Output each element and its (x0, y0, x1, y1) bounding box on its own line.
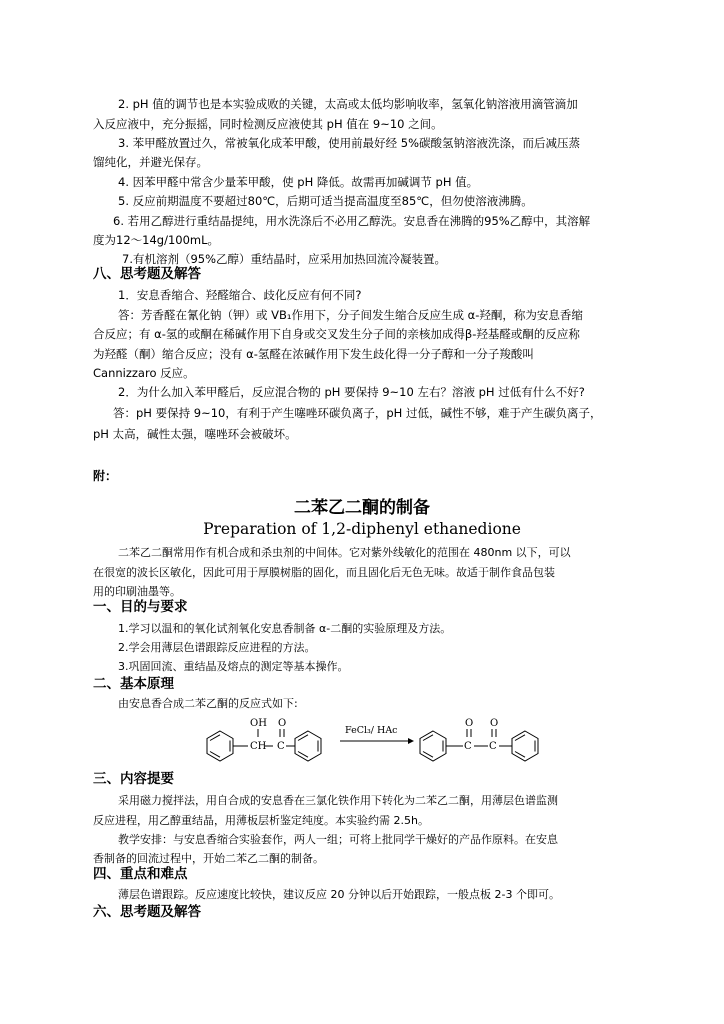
note-6-line-1: 6. 若用乙醇进行重结晶提纯，用水洗涤后不必用乙醇洗。安息香在沸腾的95%乙醇中，其溶解 (113, 214, 591, 228)
aim-item-1: 1.学习以温和的氧化试剂氧化安息香制备 α-二酮的实验原理及方法。 (118, 622, 452, 635)
o-label-3: O (490, 718, 499, 729)
key-points-text: 薄层色谱跟踪。反应速度比较快，建议反应 20 分钟以后开始跟踪，一般点板 2-3 个即可。 (118, 888, 560, 901)
section-6-heading: 六、思考题及解答 (93, 904, 201, 920)
aim-item-3: 3.巩固回流、重结晶及熔点的测定等基本操作。 (118, 660, 349, 673)
note-3-line-2: 馏纯化，并避光保存。 (93, 155, 208, 169)
ch-label: CH (250, 741, 267, 752)
question-1: 1．安息香缩合、羟醛缩合、歧化反应有何不同? (118, 288, 362, 302)
answer-1-line-1: 答：芳香醛在氰化钠（钾）或 VB₁作用下，分子间发生缩合反应生成 α-羟酮，称为安息香缩 (118, 308, 583, 322)
question-2: 2．为什么加入苯甲醛后，反应混合物的 pH 要保持 9~10 左右？溶液 pH 过低有什么不好? (118, 385, 585, 399)
note-2-line-1: 2. pH 值的调节也是本实验成败的关键，太高或太低均影响收率，氢氧化钠溶液用滴管滴加 (118, 97, 578, 111)
reaction-scheme (200, 716, 560, 766)
section-4-heading: 四、重点和难点 (93, 866, 188, 882)
c-label-3: C (489, 741, 497, 752)
reagent-label: FeCl₃/ HAc (345, 725, 398, 736)
summary-line-4: 香制备的回流过程中，开始二苯乙二酮的制备。 (93, 852, 324, 865)
intro-line-3: 用的印刷油墨等。 (93, 585, 181, 598)
benzene-ring-left (207, 731, 233, 761)
note-4: 4. 因苯甲醛中常含少量苯甲酸，使 pH 降低。故需再加碱调节 pH 值。 (118, 175, 479, 189)
summary-line-1: 采用磁力搅拌法，用自合成的安息香在三氯化铁作用下转化为二苯乙二酮，用薄层色谱监测 (118, 794, 558, 807)
answer-2-line-2: pH 太高，碱性太强，噻唑环会被破坏。 (93, 427, 297, 441)
o-label-2: O (465, 718, 474, 729)
o-label-1: O (278, 718, 287, 729)
appendix-label: 附： (93, 469, 118, 483)
answer-2-line-1: 答：pH 要保持 9~10，有利于产生噻唑环碳负离子，pH 过低，碱性不够，难于产生碳负离子， (113, 406, 602, 420)
summary-line-3: 教学安排：与安息香缩合实验套作，两人一组；可将上批同学干燥好的产品作原料。在安息 (118, 833, 558, 846)
section-3-heading: 三、内容提要 (93, 771, 174, 787)
aim-item-2: 2.学会用薄层色谱跟踪反应进程的方法。 (118, 641, 316, 654)
note-5: 5. 反应前期温度不要超过80℃，后期可适当提高温度至85℃，但勿使溶液沸腾。 (118, 194, 533, 208)
intro-line-1: 二苯乙二酮常用作有机合成和杀虫剂的中间体。它对紫外线敏化的范围在 480nm 以下，可以 (118, 546, 571, 559)
section-8-heading: 八、思考题及解答 (93, 266, 201, 282)
benzene-ring-middle (295, 731, 321, 761)
intro-line-2: 在很宽的波长区敏化，因此可用于厚膜树脂的固化，而且固化后无色无味。故适于制作食品包装 (93, 566, 555, 579)
principle-text: 由安息香合成二苯乙酮的反应式如下: (118, 697, 298, 710)
benzene-ring-product-right (512, 731, 538, 761)
note-7: 7.有机溶剂（95%乙醇）重结晶时，应采用加热回流冷凝装置。 (122, 252, 447, 266)
note-3-line-1: 3. 苯甲醛放置过久，常被氧化成苯甲酸，使用前最好经 5%碳酸氢钠溶液洗涤，而后减压蒸 (118, 136, 581, 150)
oh-label: OH (250, 718, 267, 729)
answer-1-line-2: 合反应；有 α-氢的或酮在稀碱作用下自身或交叉发生分子间的亲核加成得β-羟基醛或酮的反应称 (93, 327, 580, 341)
benzene-ring-product-left (420, 731, 446, 761)
answer-1-line-4: Cannizzaro 反应。 (93, 366, 195, 380)
answer-1-line-3: 为羟醛（酮）缩合反应；没有 α-氢醛在浓碱作用下发生歧化得一分子醇和一分子羧酸叫 (93, 347, 534, 361)
summary-line-2: 反应进程，用乙醇重结晶，用薄板层析鉴定纯度。本实验约需 2.5h。 (93, 814, 429, 827)
note-2-line-2: 入反应液中，充分振摇，同时检测反应液使其 pH 值在 9~10 之间。 (93, 117, 443, 131)
section-1-heading: 一、目的与要求 (93, 599, 188, 615)
c-label-2: C (464, 741, 472, 752)
page-subtitle: Preparation of 1,2-diphenyl ethanedione (203, 520, 521, 538)
page-title: 二苯乙二酮的制备 (294, 498, 430, 518)
section-2-heading: 二、基本原理 (93, 676, 174, 692)
note-6-line-2: 度为12～14g/100mL。 (93, 233, 219, 247)
c-label-1: C (277, 741, 285, 752)
